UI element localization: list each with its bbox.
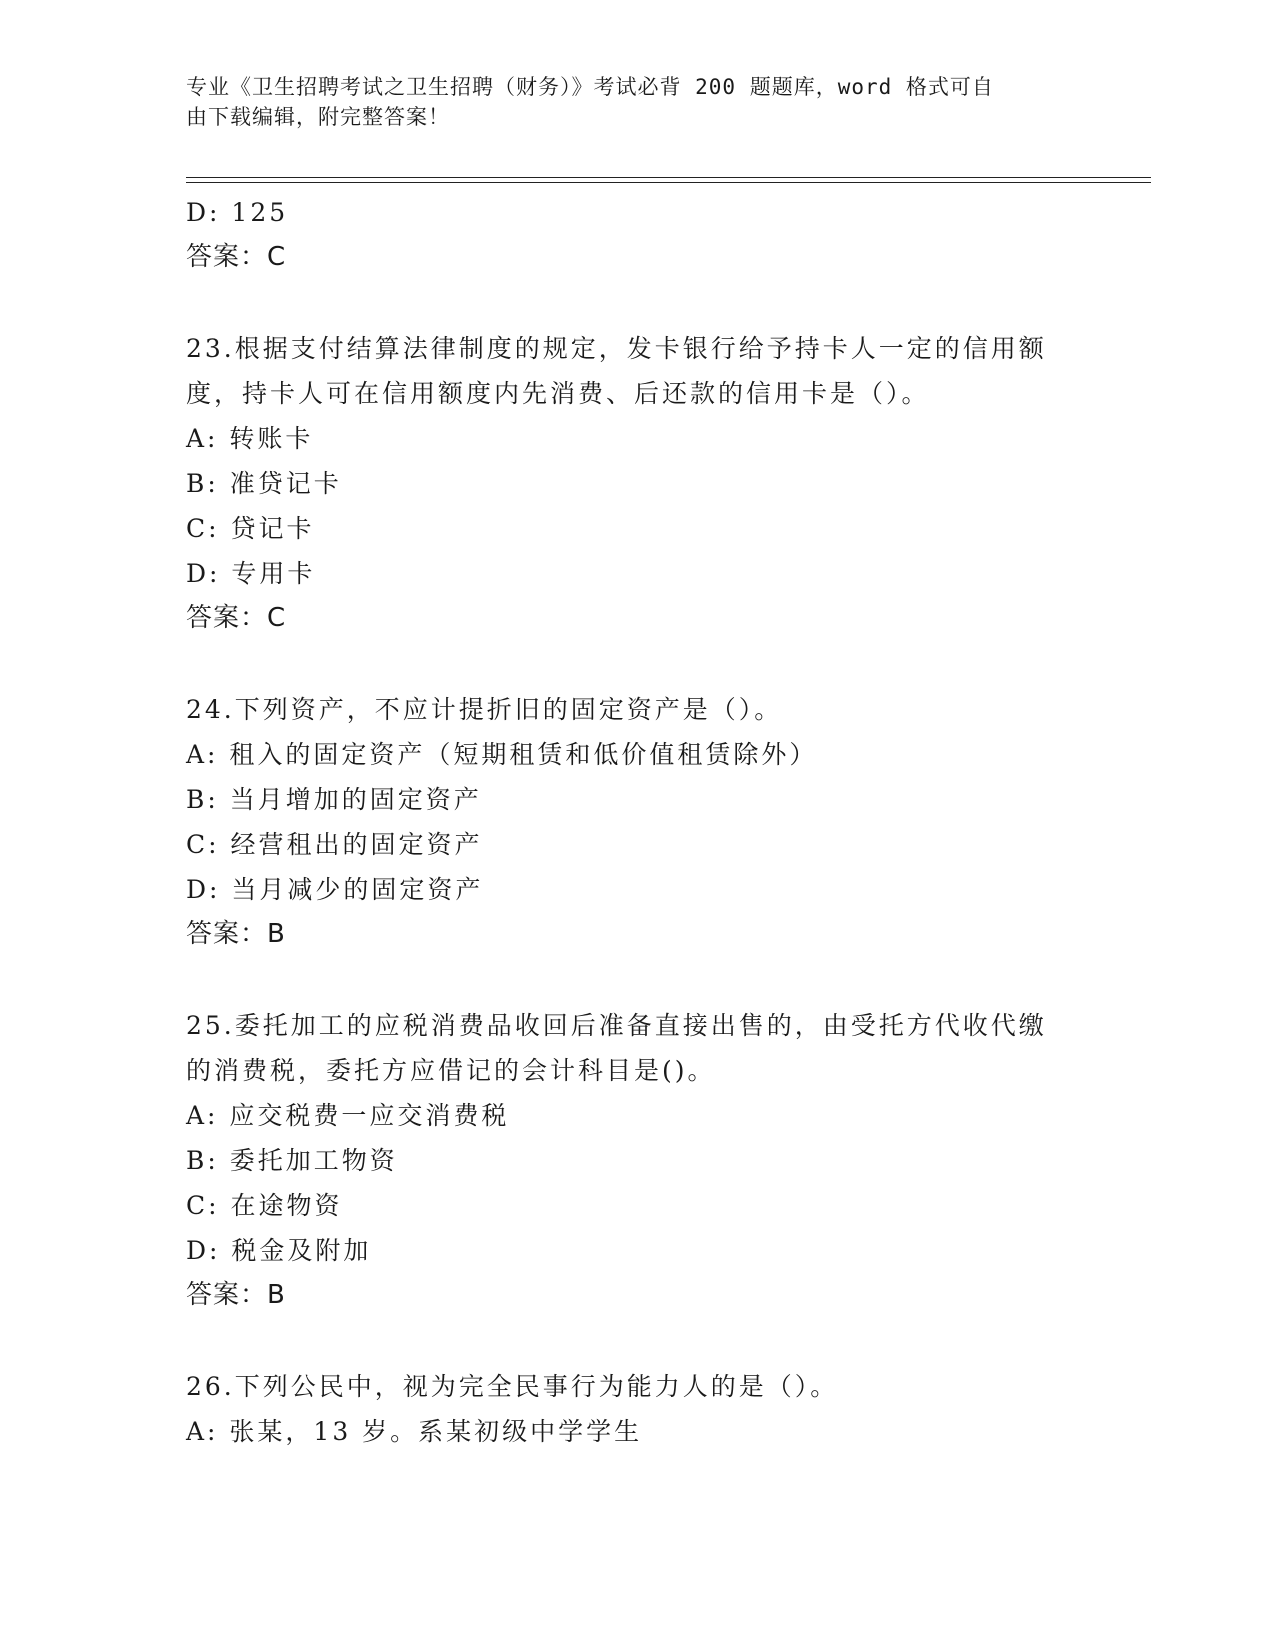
option-d: D: 当月减少的固定资产 [186, 875, 484, 904]
question-stem: 25.委托加工的应税消费品收回后准备直接出售的，由受托方代收代缴 [186, 1011, 1047, 1040]
option-a: A: 租入的固定资产（短期租赁和低价值租赁除外） [186, 740, 818, 769]
question-26 [186, 1364, 1106, 1454]
question-stem: 26.下列公民中，视为完全民事行为能力人的是（）。 [186, 1372, 839, 1401]
question-25 [186, 1003, 1106, 1318]
question-stem: 24.下列资产，不应计提折旧的固定资产是（）。 [186, 695, 783, 724]
option-b: B: 准贷记卡 [186, 469, 342, 498]
question-stem-continued: 的消费税，委托方应借记的会计科目是()。 [186, 1056, 716, 1085]
option-a: A: 应交税费一应交消费税 [186, 1101, 510, 1130]
option-a: A: 转账卡 [186, 424, 314, 453]
document-body [186, 190, 1106, 1454]
option-c: C: 贷记卡 [186, 514, 315, 543]
header-line-2: 由下载编辑，附完整答案！ [186, 105, 450, 129]
option-d: D: 125 [186, 198, 289, 227]
question-24 [186, 687, 1106, 957]
header-rule-bottom [186, 182, 1151, 183]
document-header [186, 72, 1066, 132]
option-c: C: 在途物资 [186, 1191, 343, 1220]
option-b: B: 委托加工物资 [186, 1146, 398, 1175]
answer: 答案：B [186, 1280, 286, 1310]
option-b: B: 当月增加的固定资产 [186, 785, 482, 814]
option-c: C: 经营租出的固定资产 [186, 830, 483, 859]
option-d: D: 税金及附加 [186, 1236, 372, 1265]
question-22-tail [186, 190, 1106, 280]
question-stem-continued: 度，持卡人可在信用额度内先消费、后还款的信用卡是（）。 [186, 379, 930, 408]
question-stem: 23.根据支付结算法律制度的规定，发卡银行给予持卡人一定的信用额 [186, 334, 1047, 363]
answer: 答案：C [186, 603, 287, 633]
header-line-1: 专业《卫生招聘考试之卫生招聘（财务）》考试必背 200 题题库，word 格式可自 [186, 75, 994, 99]
option-d: D: 专用卡 [186, 559, 316, 588]
answer: 答案：B [186, 919, 286, 949]
option-a: A: 张某，13 岁。系某初级中学学生 [186, 1417, 643, 1446]
answer: 答案：C [186, 242, 287, 272]
question-23 [186, 326, 1106, 641]
header-rule-top [186, 177, 1151, 178]
